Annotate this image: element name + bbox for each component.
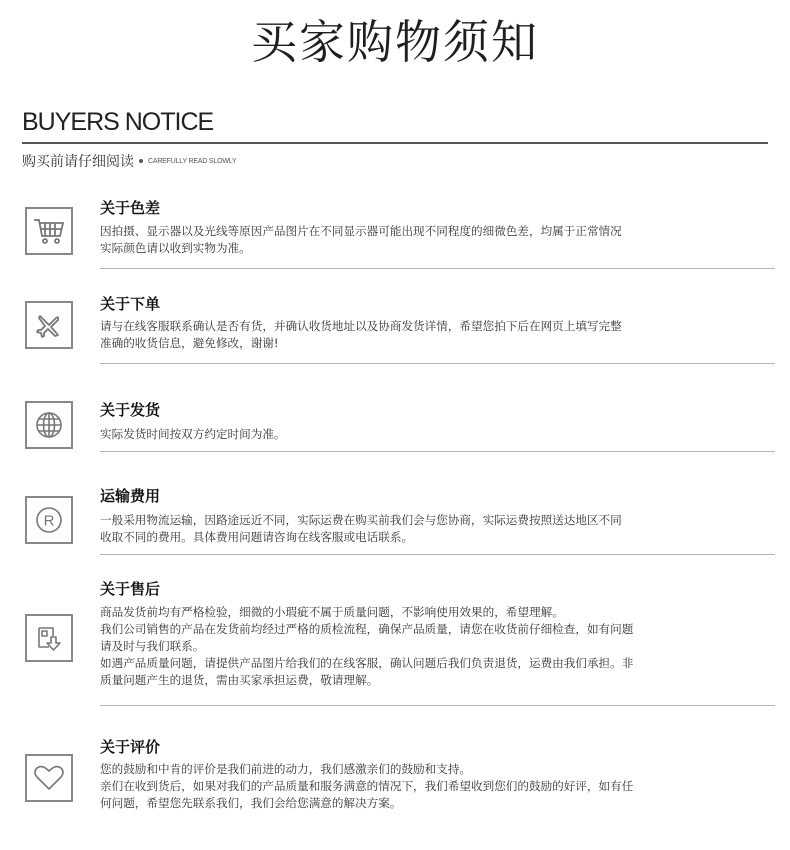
section-heading: 关于发货 (100, 401, 161, 419)
text-line: 实际发货时间按双方约定时间为准。 (100, 427, 286, 441)
text-line: 如遇产品质量问题，请提供产品图片给我们的在线客服，确认问题后我们负责退货，运费由我们承担。非 (100, 656, 634, 670)
english-title: BUYERS NOTICE (22, 108, 214, 136)
download-box-icon (25, 614, 73, 662)
text-line: 收取不同的费用。具体费用问题请咨询在线客服或电话联系。 (100, 530, 414, 544)
text-line: 一般采用物流运输，因路途远近不同，实际运费在购买前我们会与您协商，实际运费按照送达地区不同 (100, 513, 622, 527)
globe-icon (25, 401, 73, 449)
section-text (100, 761, 740, 812)
text-line: 您的鼓励和中肯的评价是我们前进的动力，我们感激亲们的鼓励和支持。 (100, 762, 472, 776)
registered-icon (25, 496, 73, 544)
section-divider (100, 268, 775, 269)
section-heading: 关于下单 (100, 295, 161, 313)
section-heading: 关于售后 (100, 580, 161, 598)
section-heading: 关于色差 (100, 199, 161, 217)
section-text (100, 426, 740, 443)
text-line: 请及时与我们联系。 (100, 639, 205, 653)
section-text (100, 318, 740, 352)
subtitle-chinese: 购买前请仔细阅读 (22, 154, 134, 170)
text-line: 请与在线客服联系确认是否有货，并确认收货地址以及协商发货详情，希望您拍下后在网页上填写完整 (100, 319, 622, 333)
section-divider (100, 451, 775, 452)
bullet-dot (139, 159, 143, 163)
text-line: 因拍摄、显示器以及光线等原因产品图片在不同显示器可能出现不同程度的细微色差，均属于正常情况 (100, 224, 622, 238)
text-line: 商品发货前均有严格检验，细微的小瑕疵不属于质量问题，不影响使用效果的，希望理解。 (100, 605, 564, 619)
section-text (100, 604, 740, 689)
text-line: 质量问题产生的退货，需由买家承担运费，敬请理解。 (100, 673, 379, 687)
heart-icon (25, 754, 73, 802)
airplane-icon (25, 301, 73, 349)
shopping-cart-icon (25, 207, 73, 255)
svg-text:R: R (43, 512, 55, 530)
section-divider (100, 554, 775, 555)
section-divider (100, 705, 775, 706)
page-title: 买家购物须知 (251, 15, 539, 69)
section-heading: 关于评价 (100, 738, 161, 756)
text-line: 准确的收货信息，避免修改，谢谢! (100, 336, 279, 350)
section-heading: 运输费用 (100, 487, 161, 505)
title-divider (22, 142, 768, 144)
text-line: 我们公司销售的产品在发货前均经过严格的质检流程，确保产品质量，请您在收货前仔细检查，如有问题 (100, 622, 634, 636)
subtitle-english: CAREFULLY READ SLOWLY (148, 157, 237, 165)
text-line: 何问题，希望您先联系我们，我们会给您满意的解决方案。 (100, 796, 402, 810)
section-divider (100, 363, 775, 364)
section-text (100, 223, 740, 257)
section-text (100, 512, 740, 546)
text-line: 亲们在收到货后，如果对我们的产品质量和服务满意的情况下，我们希望收到您们的鼓励的好评，如有任 (100, 779, 634, 793)
text-line: 实际颜色请以收到实物为准。 (100, 241, 251, 255)
subtitle (22, 151, 236, 171)
